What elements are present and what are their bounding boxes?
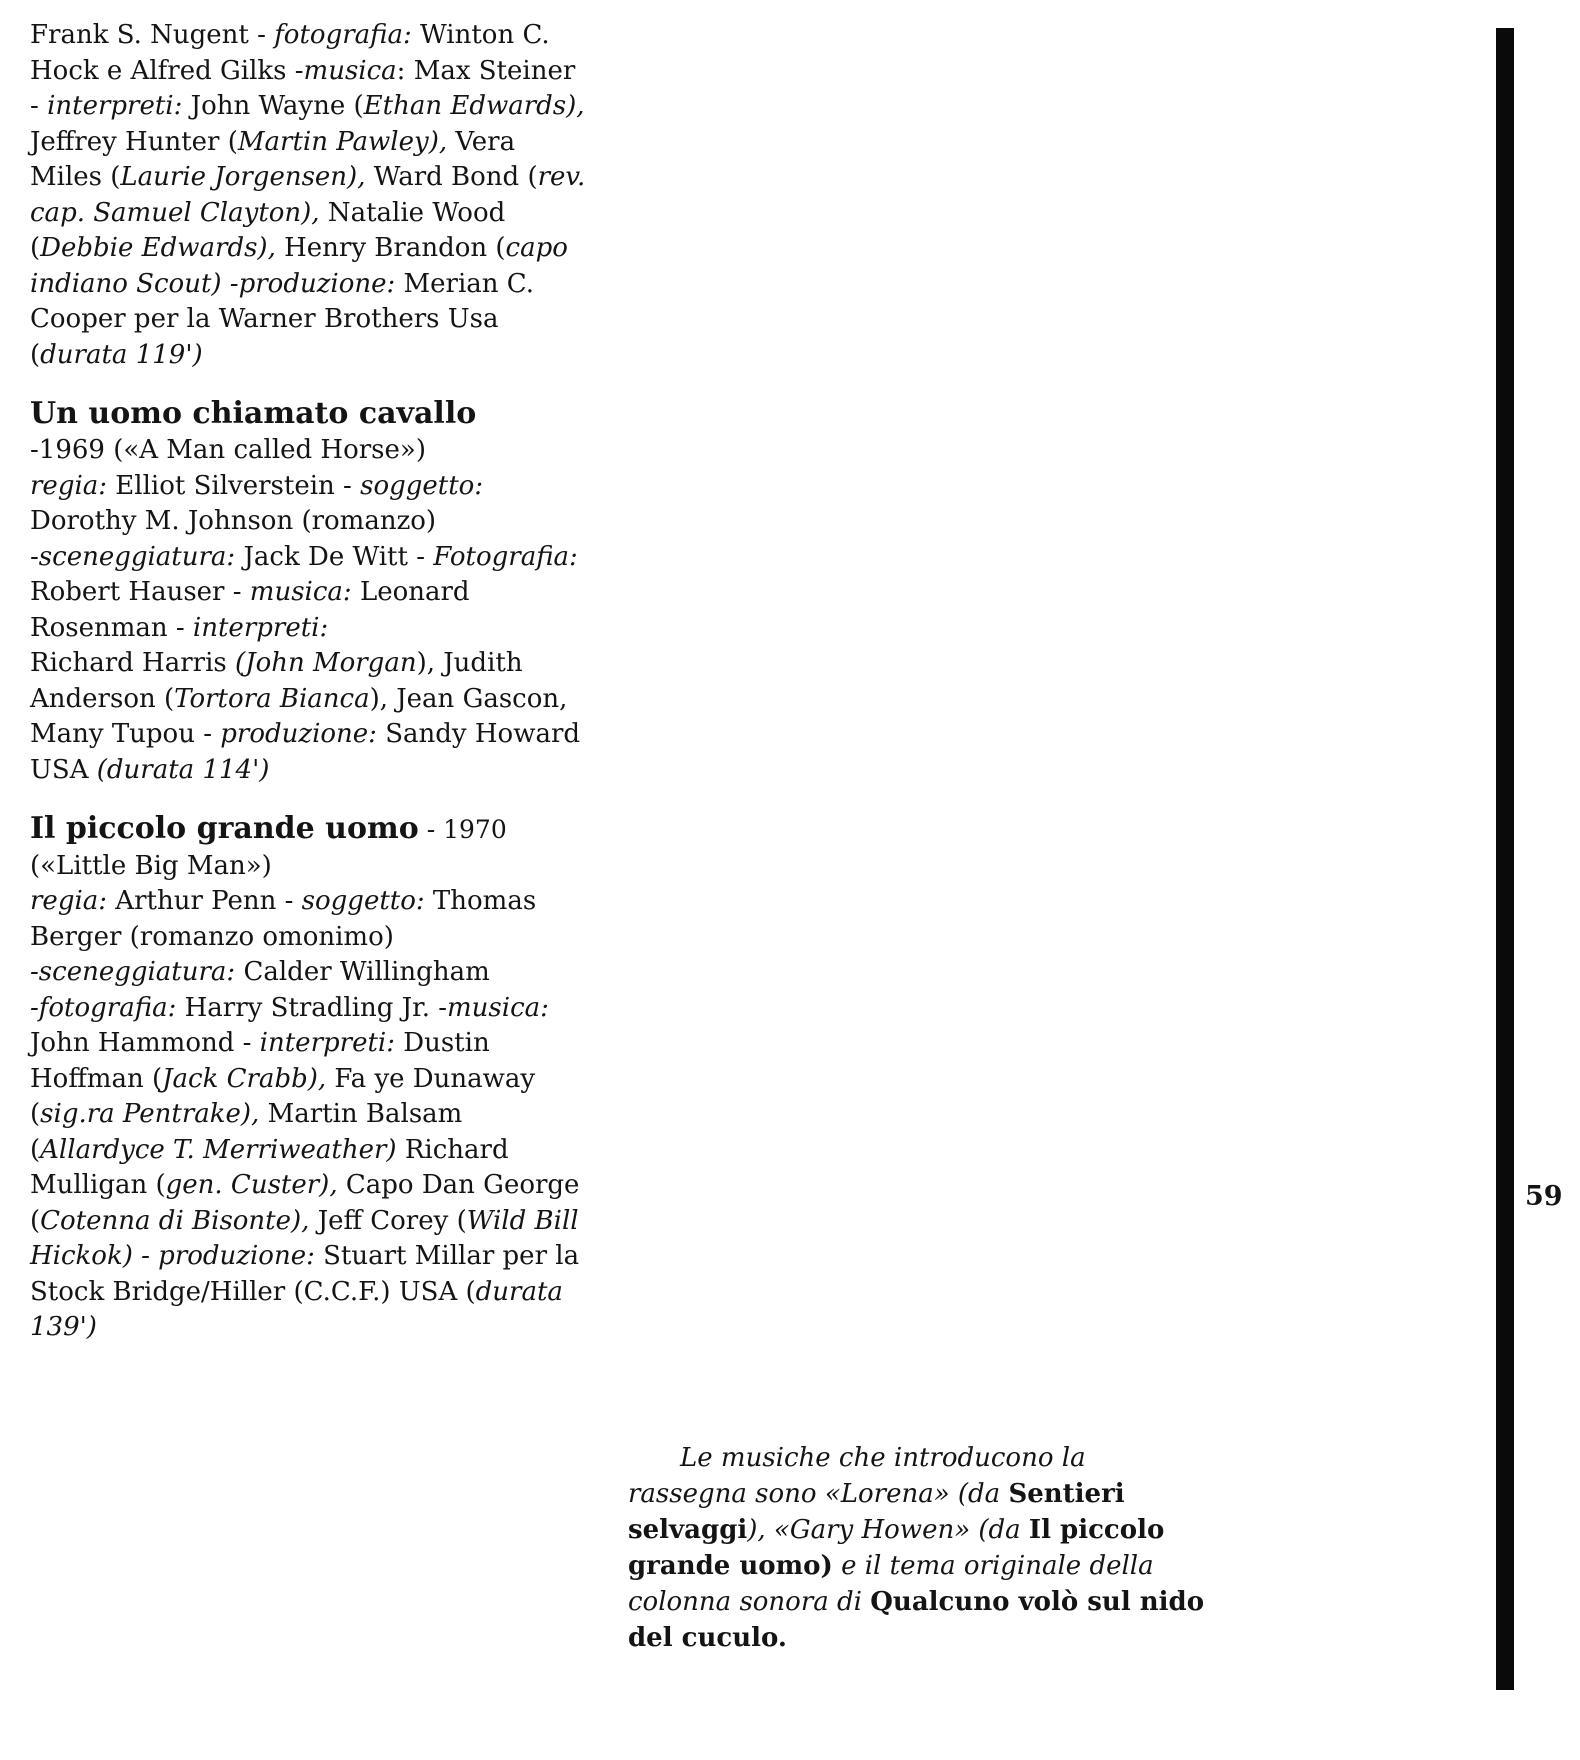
italic-run: ), «Gary Howen» (da	[747, 1515, 1029, 1545]
text-run: John Wayne (	[182, 91, 364, 121]
bold-run: Qualcuno volò sul nido	[870, 1587, 1205, 1617]
text-run: Miles (	[30, 162, 121, 192]
text-run: Dorothy M. Johnson (romanzo)	[30, 506, 437, 536]
text-line	[30, 1062, 620, 1098]
text-line	[30, 18, 620, 54]
text-run: Jeffrey Hunter (	[30, 126, 238, 157]
text-line	[30, 1239, 620, 1275]
text-line	[628, 1476, 1208, 1512]
text-run: (	[30, 1134, 41, 1165]
text-line	[30, 338, 620, 374]
italic-run: fotografia:	[274, 20, 412, 50]
film-entry-2-credits	[30, 433, 620, 788]
italic-run: Hickok) - produzione:	[30, 1241, 315, 1271]
text-line	[30, 160, 620, 196]
italic-run: Ethan Edwards),	[363, 91, 585, 121]
italic-run: Fotografia:	[433, 541, 578, 572]
italic-run: capo	[505, 233, 568, 263]
text-run: USA	[30, 754, 97, 785]
text-line	[30, 884, 620, 920]
text-run: Cooper per la Warner Brothers Usa	[30, 304, 499, 334]
text-line	[628, 1548, 1208, 1584]
text-line	[30, 920, 620, 956]
text-line	[30, 849, 620, 885]
filmography-column	[30, 18, 620, 1346]
text-run: Hoffman (	[30, 1063, 163, 1094]
text-line	[30, 196, 620, 232]
text-line	[30, 1204, 620, 1240]
text-run: Stuart Millar per la	[314, 1241, 580, 1271]
music-note-paragraph	[628, 1440, 1208, 1656]
text-line	[30, 469, 620, 505]
film-entry-3-credits	[30, 849, 620, 1346]
italic-run: regia:	[30, 886, 108, 916]
text-run: ), Jean Gascon,	[369, 683, 568, 714]
text-line	[30, 1275, 620, 1311]
text-line	[628, 1512, 1208, 1548]
film-entry-3	[30, 810, 620, 1346]
italic-run: soggetto:	[301, 886, 425, 916]
text-run: Capo Dan George	[337, 1170, 580, 1200]
bold-run: Sentieri	[1008, 1479, 1125, 1509]
text-run: Jack De Witt -	[235, 541, 434, 572]
text-line	[30, 231, 620, 267]
text-line	[30, 504, 620, 540]
italic-run: -sceneggiatura:	[30, 541, 236, 572]
text-run: Arthur Penn -	[107, 886, 302, 916]
text-line	[628, 1440, 1208, 1476]
italic-run: rev.	[537, 162, 586, 192]
text-line	[30, 433, 620, 469]
film-entry-1	[30, 18, 620, 373]
italic-run: Tortora Bianca	[174, 683, 370, 714]
bold-run: grande uomo)	[628, 1551, 833, 1581]
text-run: Sandy Howard	[376, 719, 581, 749]
italic-run: -fotografia:	[30, 992, 177, 1023]
text-run: (	[30, 233, 41, 263]
italic-run: Debbie Edwards),	[40, 233, 276, 263]
italic-run: cap. Samuel Clayton),	[30, 197, 320, 228]
text-line	[30, 1133, 620, 1169]
text-run: : Max Steiner	[396, 55, 576, 86]
text-line	[30, 991, 620, 1027]
italic-run: (John Morgan	[235, 648, 417, 678]
italic-run: musica:	[447, 992, 549, 1023]
italic-run: interpreti:	[259, 1028, 395, 1058]
text-line	[30, 717, 620, 753]
text-line	[30, 1310, 620, 1346]
text-line	[30, 125, 620, 161]
text-line	[30, 611, 620, 647]
text-run: Rosenman -	[30, 612, 193, 643]
text-line	[30, 302, 620, 338]
italic-run: Allardyce T. Merriweather)	[40, 1134, 397, 1165]
film-entry-1-credits	[30, 18, 620, 373]
text-run: Hock e Alfred Gilks -	[30, 55, 304, 86]
text-run: Robert Hauser -	[30, 577, 250, 607]
film-entry-3-heading	[30, 810, 620, 849]
film-title-il-piccolo-grande-uomo: Il piccolo grande uomo	[30, 811, 419, 846]
text-line	[30, 540, 620, 576]
text-run: Dustin	[394, 1028, 490, 1058]
italic-run: 139')	[30, 1312, 97, 1342]
film-entry-2	[30, 395, 620, 788]
text-run: Anderson (	[30, 683, 175, 714]
text-run: Martin Balsam	[259, 1099, 463, 1129]
text-run: -1969 («A Man called Horse»)	[30, 435, 426, 465]
text-line	[30, 646, 620, 682]
italic-run: e il tema originale della	[832, 1551, 1154, 1581]
text-line	[30, 753, 620, 789]
italic-run: interpreti:	[192, 612, 329, 643]
italic-run: musica	[303, 55, 397, 86]
text-line	[30, 89, 620, 125]
text-run: Merian C.	[395, 268, 535, 299]
text-run: Leonard	[351, 577, 470, 607]
text-run: (	[30, 1205, 41, 1236]
text-run: Thomas	[424, 886, 537, 916]
text-run: Henry Brandon (	[275, 233, 506, 263]
text-line	[30, 1168, 620, 1204]
film-title-un-uomo-chiamato-cavallo: Un uomo chiamato cavallo	[30, 396, 477, 431]
text-run: John Hammond -	[30, 1028, 260, 1058]
text-run: Richard	[396, 1134, 509, 1165]
text-run: Fa ye Dunaway	[326, 1063, 536, 1094]
italic-run: sig.ra Pentrake),	[40, 1099, 260, 1129]
text-run: -	[30, 91, 48, 121]
italic-run: regia:	[30, 470, 108, 501]
italic-run: Martin Pawley),	[237, 126, 448, 157]
text-line	[30, 54, 620, 90]
italic-run: Cotenna di Bisonte),	[40, 1205, 310, 1236]
italic-run: -sceneggiatura:	[30, 957, 236, 987]
text-run: Stock Bridge/Hiller (C.C.F.) USA (	[30, 1276, 476, 1307]
text-run: Elliot Silverstein -	[107, 470, 361, 501]
bold-run: Il piccolo	[1028, 1515, 1165, 1545]
text-run: Ward Bond (	[365, 162, 538, 192]
margin-black-bar	[1496, 28, 1514, 1690]
text-run: Natalie Wood	[319, 197, 506, 228]
text-line	[30, 955, 620, 991]
text-run: Calder Willingham	[235, 957, 490, 987]
italic-run: musica:	[249, 577, 352, 607]
text-run: Jeff Corey (	[309, 1205, 467, 1236]
text-run: Richard Harris	[30, 648, 235, 678]
italic-run: Wild Bill	[466, 1205, 579, 1236]
text-run: Frank S. Nugent -	[30, 20, 275, 50]
text-line	[30, 575, 620, 611]
page-number: 59	[1525, 1181, 1563, 1212]
text-run: Mulligan (	[30, 1170, 166, 1200]
italic-run: (durata 114')	[96, 754, 270, 785]
italic-run: soggetto:	[360, 470, 484, 501]
italic-run: Le musiche che introducono la	[680, 1443, 1086, 1473]
italic-run: Laurie Jorgensen),	[120, 162, 366, 192]
italic-run: interpreti:	[47, 91, 183, 121]
text-line	[628, 1620, 1208, 1656]
italic-run: durata	[475, 1276, 563, 1307]
text-run: Berger (romanzo omonimo)	[30, 921, 394, 952]
text-line	[628, 1584, 1208, 1620]
text-run: Harry Stradling Jr. -	[176, 992, 448, 1023]
italic-run: rassegna sono «Lorena» (da	[628, 1479, 1009, 1509]
italic-run: Jack Crabb),	[162, 1063, 327, 1094]
text-line	[30, 682, 620, 718]
italic-run: indiano Scout) -produzione:	[30, 268, 396, 299]
italic-run: gen. Custer),	[165, 1170, 338, 1200]
text-run: Vera	[447, 126, 516, 157]
text-line	[30, 1026, 620, 1062]
text-run: (	[30, 339, 41, 370]
film-year: - 1970	[418, 815, 507, 844]
italic-run: colonna sonora di	[628, 1587, 871, 1617]
text-run: (	[30, 1099, 41, 1129]
bold-run: del cuculo.	[628, 1623, 787, 1653]
text-run: ), Judith	[416, 648, 523, 678]
text-run: Winton C.	[411, 20, 550, 50]
italic-run: produzione:	[220, 719, 377, 749]
text-line	[30, 267, 620, 303]
bold-run: selvaggi	[628, 1515, 748, 1545]
text-run: Many Tupou -	[30, 719, 221, 749]
italic-run: durata 119')	[40, 339, 203, 370]
text-run: («Little Big Man»)	[30, 850, 272, 881]
text-line	[30, 1097, 620, 1133]
